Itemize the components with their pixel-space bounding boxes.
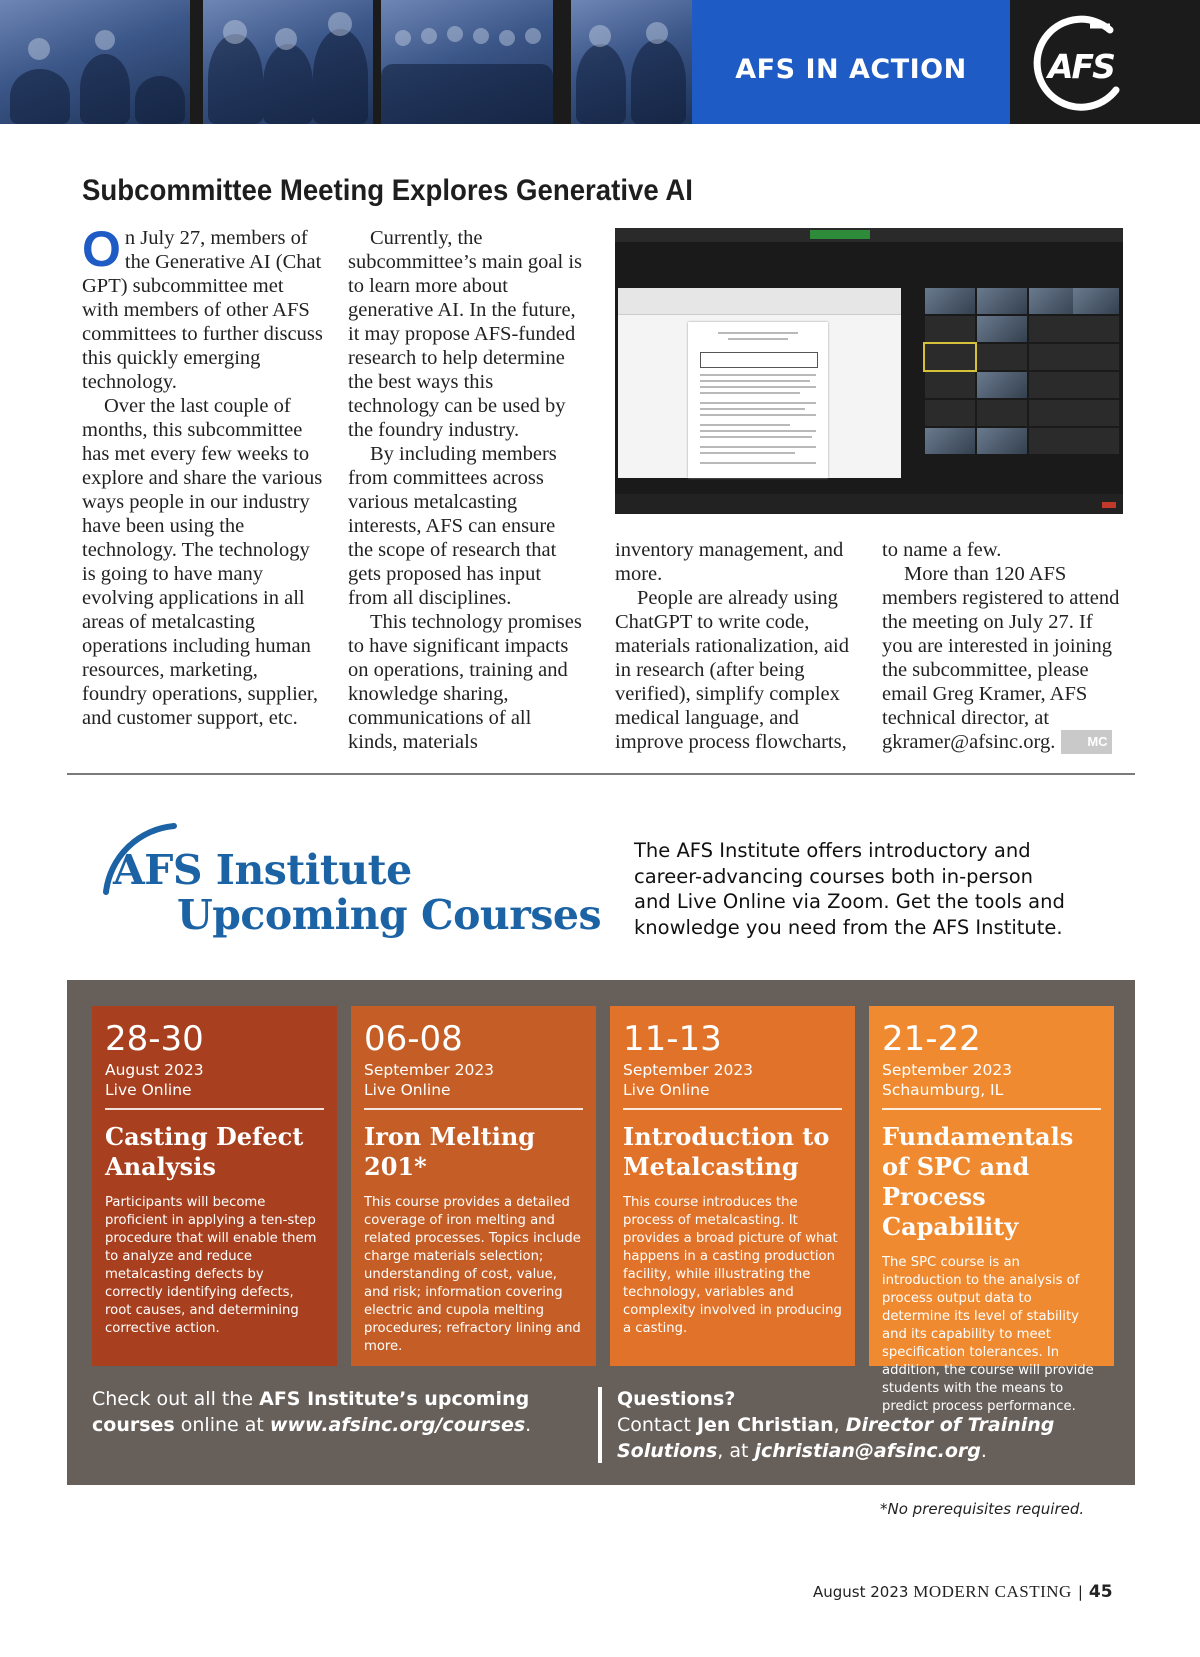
header-photo-2 (203, 0, 373, 124)
course-card[interactable] (869, 1006, 1114, 1414)
course-title: Casting Defect Analysis (105, 1122, 304, 1181)
section-header (0, 0, 1200, 124)
article-paragraph: Currently, the subcommittee’s main goal is to learn more about generative AI. In the future, it may propose AFS-funded research to help determine the best ways this technology can be used by the foundry industry. (348, 227, 583, 441)
article-title: Subcommittee Meeting Explores Generative AI (82, 174, 693, 207)
section-title: AFS IN ACTION (735, 54, 967, 85)
course-month: August 2023 (105, 1061, 204, 1079)
course-card[interactable] (92, 1006, 337, 1366)
article-paragraph: This technology promises to have significant impacts on operations, training and knowledge sharing, communications of all kinds, materials (348, 611, 582, 753)
courses-cta: Check out all the AFS Institute’s upcoming courses online at www.afsinc.org/courses. (92, 1388, 532, 1436)
cta-divider (598, 1387, 602, 1463)
course-format: Live Online (364, 1081, 451, 1099)
header-photo-1 (0, 0, 190, 124)
article-column-4 (882, 538, 1122, 754)
card-divider (623, 1108, 842, 1110)
article-paragraph: Over the last couple of months, this subcommittee has met every few weeks to explore and share the various ways people in our industry have been using the technology. The technology is going to have many evolving applications in all areas of metalcasting operations including human resources, marketing, foundry operations, supplier, and customer support, etc. (82, 395, 323, 729)
article-paragraph: By including members from committees across various metalcasting interests, AFS can ensure the scope of research that gets proposed has input from all disciplines. (348, 443, 557, 609)
course-format: Live Online (105, 1081, 192, 1099)
course-dates: 06-08 (364, 1019, 463, 1059)
end-mark: MC (1061, 730, 1111, 754)
header-photo-3 (381, 0, 553, 124)
afs-logo: AFS (1048, 47, 1114, 86)
course-card[interactable] (610, 1006, 855, 1366)
course-card[interactable] (351, 1006, 596, 1366)
courses-link[interactable]: www.afsinc.org/courses (269, 1414, 526, 1436)
course-description: This course provides a detailed coverage of iron melting and related processes. Topics include charge materials selection; understanding of cost, value, and risk; information covering electric and cupola melting procedures; refractory lining and more. (364, 1195, 581, 1354)
contact-name: Jen Christian (696, 1414, 834, 1436)
course-dates: 21-22 (882, 1019, 981, 1059)
article-paragraph: More than 120 AFS members registered to attend the meeting on July 27. If you are interested in joining the subcommittee, please email Greg Kramer, AFS technical director, at gkramer@afsinc.org. MC (882, 563, 1120, 753)
drop-cap: O (82, 221, 121, 277)
article-column-1 (82, 221, 325, 730)
course-dates: 11-13 (623, 1019, 722, 1059)
issue-date: August 2023 (813, 1583, 909, 1601)
section-divider (67, 773, 1135, 775)
header-photo-4 (571, 0, 692, 124)
institute-blurb: The AFS Institute offers introductory and career-advancing courses both in-person and Live Online via Zoom. Get the tools and knowledge you need from the AFS Institute. (634, 839, 1065, 939)
questions-heading: Questions? (617, 1388, 736, 1410)
article-column-2 (348, 226, 585, 754)
card-divider (105, 1108, 324, 1110)
course-description: Participants will become proficient in applying a ten-step procedure that will enable them to analyze and reduce metalcasting defects by correctly identifying defects, root causes, and determining corrective action. (105, 1195, 317, 1336)
course-month: September 2023 (364, 1061, 495, 1079)
course-title: Introduction to Metalcasting (623, 1122, 830, 1181)
course-month: September 2023 (623, 1061, 754, 1079)
article-column-3 (615, 538, 860, 754)
card-divider (364, 1108, 583, 1110)
magazine-name: MODERN CASTING (913, 1582, 1072, 1601)
article-paragraph: People are already using ChatGPT to write code, materials rationalization, aid in research (after being verified), simplify complex medical language, and improve process flowcharts, (615, 587, 849, 753)
course-format: Schaumburg, IL (882, 1081, 1004, 1099)
card-divider (882, 1108, 1101, 1110)
course-month: September 2023 (882, 1061, 1013, 1079)
page-number: 45 (1088, 1582, 1113, 1602)
course-title: Fundamentals of SPC and Process Capability (882, 1122, 1074, 1241)
course-format: Live Online (623, 1081, 710, 1099)
institute-title-line-2: Upcoming Courses (177, 891, 602, 939)
article-paragraph: On July 27, members of the Generative AI (Chat GPT) subcommittee met with members of other AFS committees to further discuss this quickly emerging technology. (82, 221, 323, 393)
article-paragraph: inventory management, and more. (615, 539, 844, 585)
footnote: *No prerequisites required. (880, 1500, 1085, 1518)
zoom-meeting-screenshot (615, 228, 1123, 514)
article-paragraph: to name a few. (882, 539, 1002, 561)
page-footer: August 2023 MODERN CASTING | 45 (813, 1582, 1113, 1602)
contact-email-link[interactable]: jchristian@afsinc.org (754, 1440, 981, 1462)
questions-contact: Questions? Contact Jen Christian, Director of Training Solutions, at jchristian@afsinc.org. (617, 1386, 1097, 1464)
course-title: Iron Melting 201* (364, 1122, 536, 1181)
course-dates: 28-30 (105, 1019, 204, 1059)
course-description: This course introduces the process of metalcasting. It provides a broad picture of what happens in a casting production facility, while illustrating the technology, variables and complexity involved in producing a casting. (623, 1195, 842, 1336)
contact-role: Director of Training Solutions (617, 1414, 1055, 1462)
course-description: The SPC course is an introduction to the analysis of process output data to determine its level of stability and its capability to meet specification tolerances. In addition, the course will provide students with the means to predict process performance. (882, 1255, 1094, 1414)
institute-title-line-1: AFS Institute (113, 846, 412, 894)
